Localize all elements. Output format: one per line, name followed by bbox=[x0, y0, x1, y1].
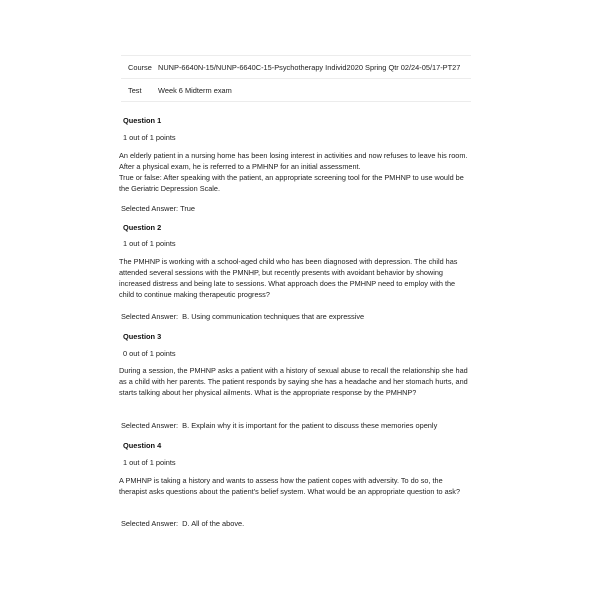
question-text bbox=[119, 150, 469, 194]
question-points: 1 out of 1 points bbox=[123, 133, 176, 142]
selected-answer-label: Selected Answer: bbox=[121, 204, 179, 213]
test-value: Week 6 Midterm exam bbox=[158, 85, 232, 95]
question-text-paragraph: A PMHNP is taking a history and wants to assess how the patient copes with adversity. To do so, the therapist asks questions about the patient’s belief system. What would be an appropriate question to ask? bbox=[119, 476, 460, 496]
question-title: Question 2 bbox=[123, 223, 162, 232]
selected-answer-value: D. All of the above. bbox=[180, 519, 245, 528]
selected-answer bbox=[121, 519, 244, 528]
question-title: Question 1 bbox=[123, 116, 162, 125]
course-row bbox=[121, 55, 471, 78]
test-label: Test bbox=[128, 85, 142, 95]
selected-answer-label: Selected Answer: bbox=[121, 421, 179, 430]
question-title: Question 4 bbox=[123, 441, 162, 450]
question-text-paragraph: During a session, the PMHNP asks a patient with a history of sexual abuse to recall the relationship she had as a child with her parents. The patient responds by saying she has a headache and her stomach hurts, and starts talking about her physical ailments. What is the appropriate response by the PMHNP? bbox=[119, 366, 468, 397]
course-value: NUNP-6640N-15/NUNP-6640C-15-Psychotherapy Individ2020 Spring Qtr 02/24-05/17-PT27 bbox=[158, 62, 461, 72]
question-text-paragraph: An elderly patient in a nursing home has been losing interest in activities and now refuses to leave his room. After a physical exam, he is referred to a PMHNP for an initial assessment. bbox=[119, 151, 468, 171]
course-label: Course bbox=[128, 62, 152, 72]
test-row bbox=[121, 78, 471, 102]
question-text-paragraph: True or false: After speaking with the patient, an appropriate screening tool for the PMHNP to use would be the Geriatric Depression Scale. bbox=[119, 173, 464, 193]
question-text bbox=[119, 475, 469, 497]
question-points: 1 out of 1 points bbox=[123, 458, 176, 467]
selected-answer-value: B. Explain why it is important for the patient to discuss these memories openly bbox=[180, 421, 438, 430]
selected-answer bbox=[121, 204, 195, 213]
selected-answer bbox=[121, 421, 437, 430]
exam-info-table bbox=[121, 55, 471, 102]
selected-answer-label: Selected Answer: bbox=[121, 312, 179, 321]
question-text bbox=[119, 256, 469, 300]
question-points: 1 out of 1 points bbox=[123, 239, 176, 248]
selected-answer-label: Selected Answer: bbox=[121, 519, 179, 528]
question-text bbox=[119, 365, 469, 398]
question-text-paragraph: The PMHNP is working with a school-aged child who has been diagnosed with depression. The child has attended several sessions with the PMNHP, but recently presents with avoidant behavior by showing increased distress and being late to sessions. What approach does the PMHNP need to employ with the child to continue making therapeutic progress? bbox=[119, 257, 458, 299]
question-points: 0 out of 1 points bbox=[123, 349, 176, 358]
selected-answer-value: True bbox=[180, 204, 196, 213]
question-title: Question 3 bbox=[123, 332, 162, 341]
selected-answer bbox=[121, 312, 364, 321]
selected-answer-value: B. Using communication techniques that are expressive bbox=[180, 312, 365, 321]
